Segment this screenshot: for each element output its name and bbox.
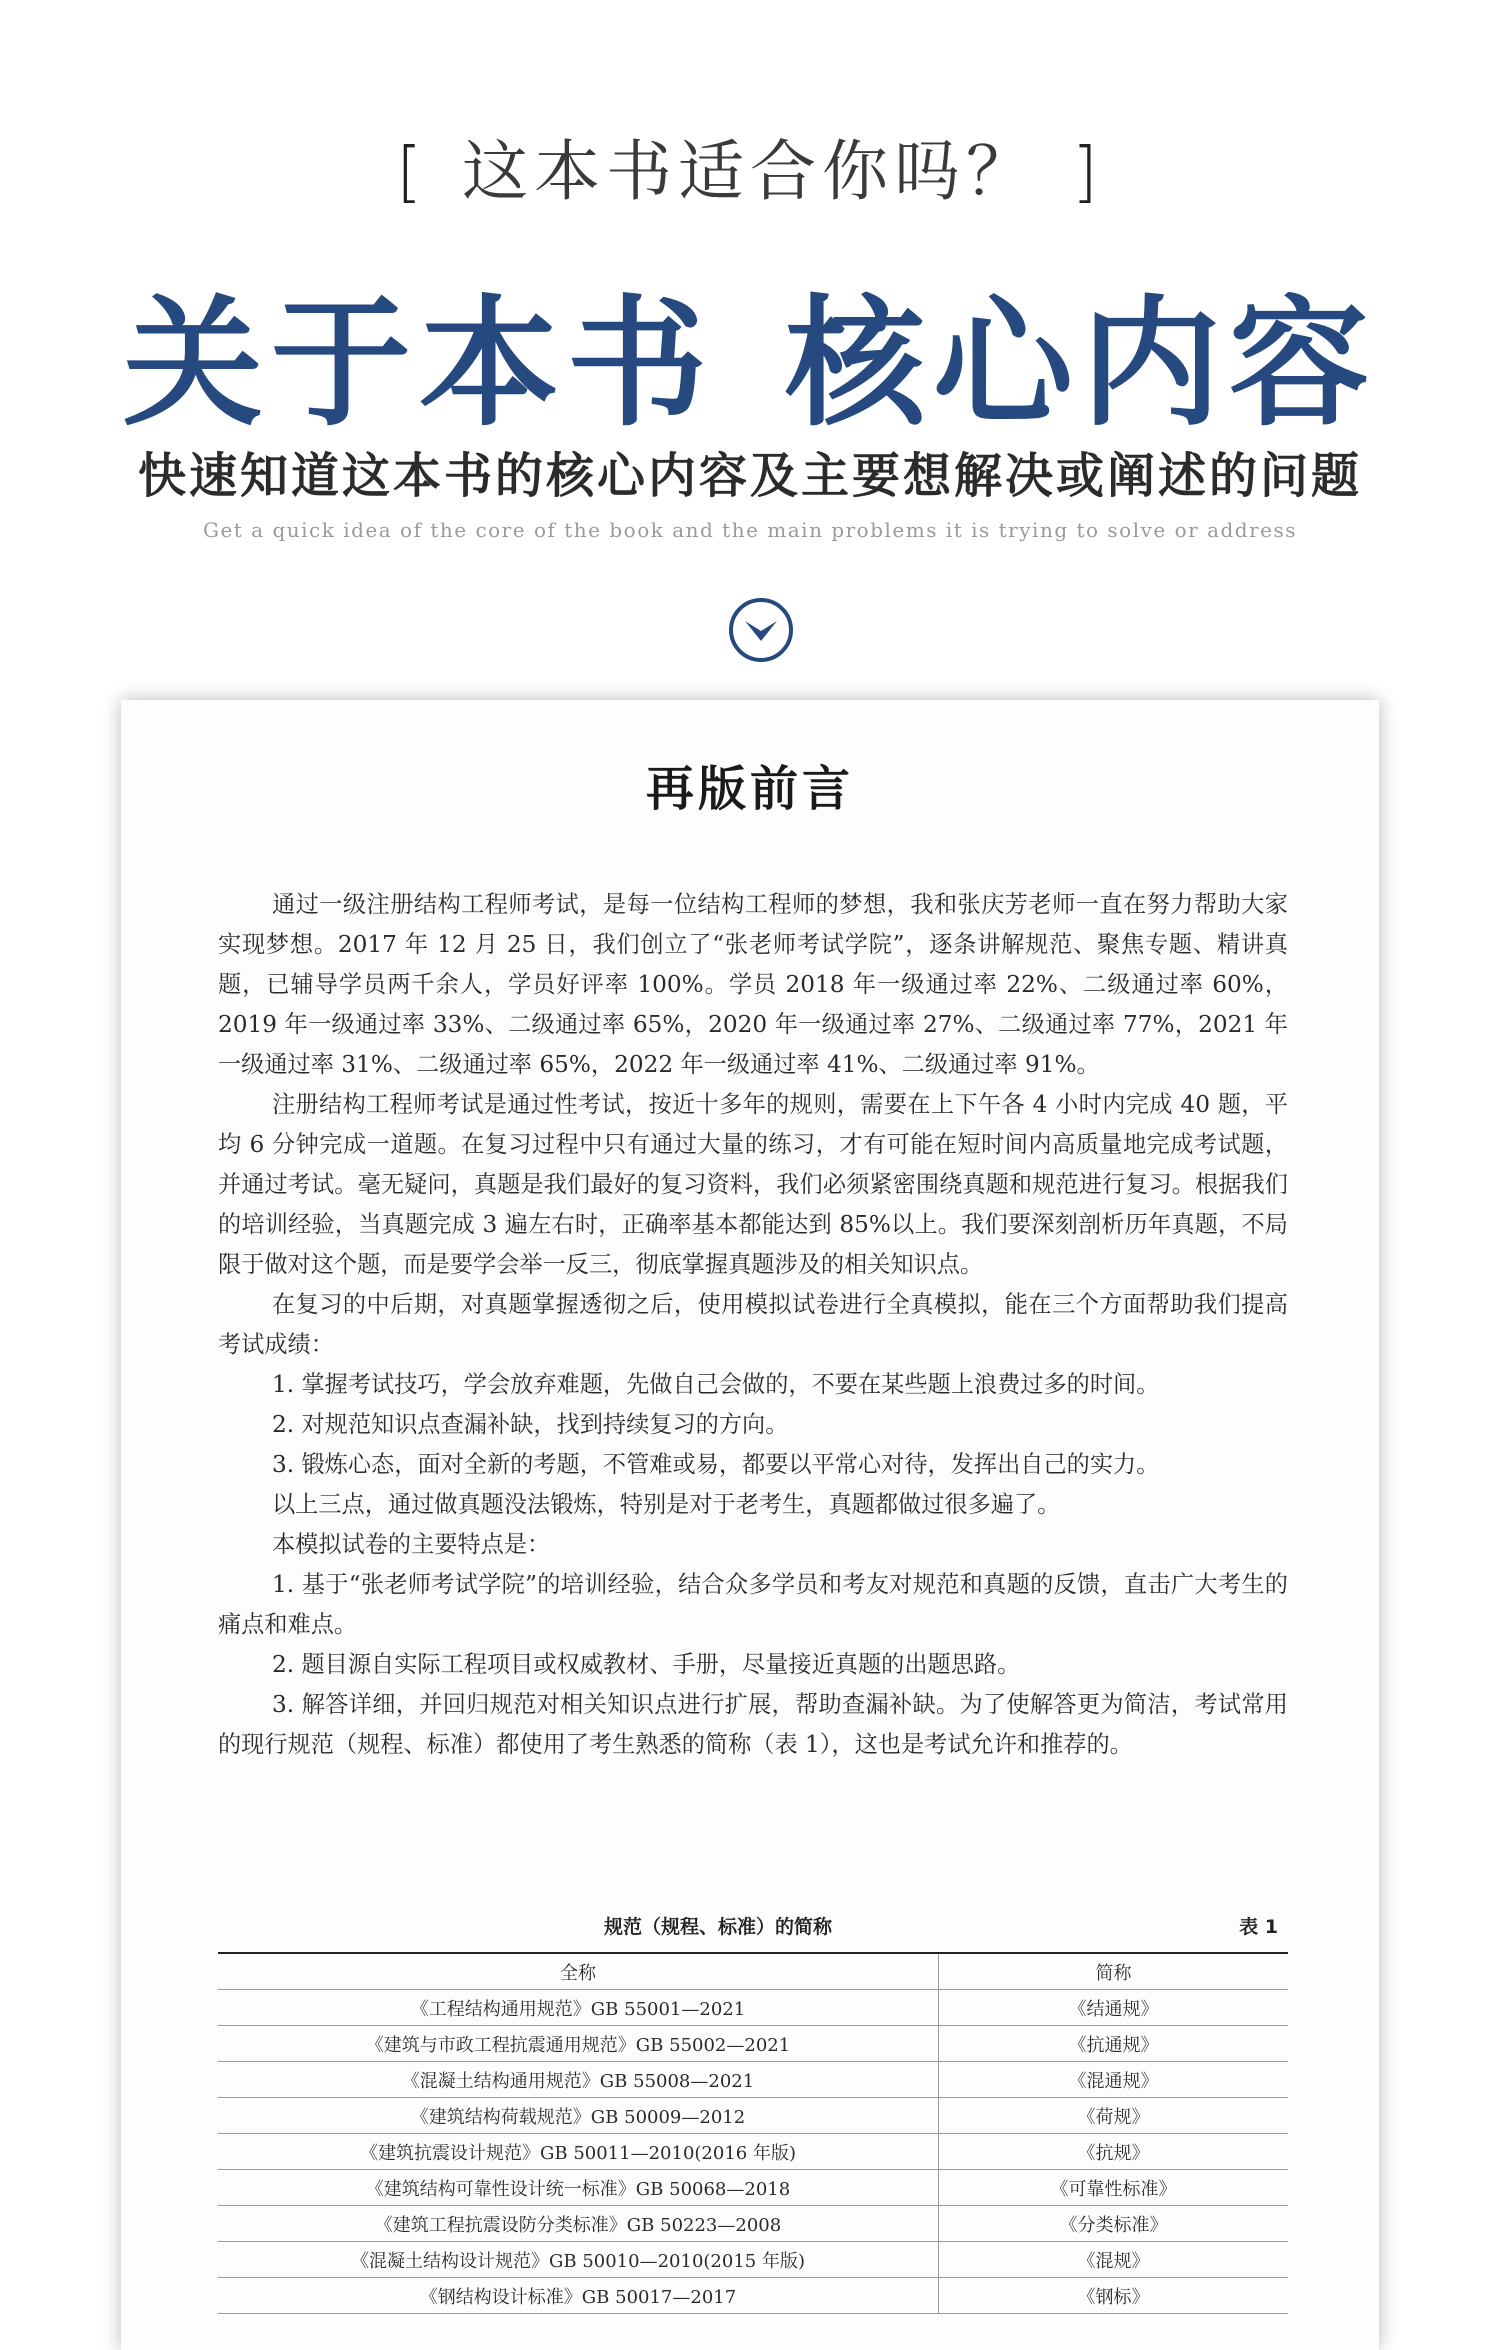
full-name-cell: 《钢结构设计标准》GB 50017—2017 bbox=[218, 2278, 939, 2314]
promo-header bbox=[0, 0, 1500, 690]
table-row bbox=[218, 2062, 1288, 2098]
chevron-down-circle-icon bbox=[728, 597, 794, 663]
list-item: 3. 解答详细，并回归规范对相关知识点进行扩展，帮助查漏补缺。为了使解答更为简洁，考试常用的现行规范（规程、标准）都使用了考生熟悉的简称（表 1），这也是考试允许和推荐的。 bbox=[218, 1691, 1288, 1758]
paragraph: 以上三点，通过做真题没法锻炼，特别是对于老考生，真题都做过很多遍了。 bbox=[272, 1491, 1061, 1518]
abbreviation-cell: 《抗通规》 bbox=[939, 2026, 1289, 2062]
column-header-full-name: 全称 bbox=[218, 1953, 939, 1990]
table-row bbox=[218, 2098, 1288, 2134]
table-number: 表 1 bbox=[1239, 1916, 1278, 1938]
tagline bbox=[0, 118, 1500, 213]
list-item: 1. 基于“张老师考试学院”的培训经验，结合众多学员和考友对规范和真题的反馈，直击广大考生的痛点和难点。 bbox=[218, 1571, 1288, 1638]
table-row bbox=[218, 2206, 1288, 2242]
full-name-cell: 《建筑工程抗震设防分类标准》GB 50223—2008 bbox=[218, 2206, 939, 2242]
table-header-row bbox=[218, 1953, 1288, 1990]
table-row bbox=[218, 2242, 1288, 2278]
subtitle-chinese: 快速知道这本书的核心内容及主要想解决或阐述的问题 bbox=[137, 448, 1362, 504]
abbreviation-cell: 《混通规》 bbox=[939, 2062, 1289, 2098]
column-header-abbreviation: 简称 bbox=[939, 1953, 1289, 1990]
list-item: 1. 掌握考试技巧，学会放弃难题，先做自己会做的，不要在某些题上浪费过多的时间。 bbox=[272, 1371, 1160, 1398]
list-item: 3. 锻炼心态，面对全新的考题，不管难或易，都要以平常心对待，发挥出自己的实力。 bbox=[272, 1451, 1160, 1478]
paragraph: 通过一级注册结构工程师考试，是每一位结构工程师的梦想，我和张庆芳老师一直在努力帮助大家实现梦想。2017 年 12 月 25 日，我们创立了“张老师考试学院”，逐条讲解规范、聚焦专题、精讲真题，已辅导学员两千余人，学员好评率 100%。学员 2018 年一级通过率 22%、二级通过率 60%，2019 年一级通过率 33%、二级通过率 65%，2020 年一级通过率 27%、二级通过率 77%，2021 年一级通过率 31%、二级通过率 65%，2022 年一级通过率 41%、二级通过率 91%。 bbox=[218, 891, 1288, 1078]
abbreviation-cell: 《荷规》 bbox=[939, 2098, 1289, 2134]
paragraph: 在复习的中后期，对真题掌握透彻之后，使用模拟试卷进行全真模拟，能在三个方面帮助我们提高考试成绩： bbox=[218, 1291, 1288, 1358]
subtitle-english: Get a quick idea of the core of the book and the main problems it is trying to solve or address bbox=[202, 518, 1298, 542]
full-name-cell: 《混凝土结构通用规范》GB 55008—2021 bbox=[218, 2062, 939, 2098]
full-name-cell: 《工程结构通用规范》GB 55001—2021 bbox=[218, 1990, 939, 2026]
tagline-text: 这本书适合你吗？ bbox=[462, 133, 1038, 210]
abbreviation-cell: 《抗规》 bbox=[939, 2134, 1289, 2170]
bracket-right: ] bbox=[1072, 133, 1104, 210]
abbreviation-cell: 《分类标准》 bbox=[939, 2206, 1289, 2242]
table-row bbox=[218, 1990, 1288, 2026]
abbreviation-cell: 《结通规》 bbox=[939, 1990, 1289, 2026]
full-name-cell: 《建筑抗震设计规范》GB 50011—2010(2016 年版) bbox=[218, 2134, 939, 2170]
abbreviation-cell: 《可靠性标准》 bbox=[939, 2170, 1289, 2206]
abbreviation-cell: 《钢标》 bbox=[939, 2278, 1289, 2314]
abbreviation-table bbox=[218, 1952, 1288, 2314]
book-page bbox=[121, 700, 1379, 2350]
headline-left: 关于本书 bbox=[122, 282, 715, 446]
table-row bbox=[218, 2134, 1288, 2170]
full-name-cell: 《建筑结构可靠性设计统一标准》GB 50068—2018 bbox=[218, 2170, 939, 2206]
preface-title: 再版前言 bbox=[645, 761, 854, 817]
preface-body bbox=[218, 885, 1288, 1765]
headline-right: 核心内容 bbox=[785, 282, 1378, 446]
table-row bbox=[218, 2278, 1288, 2314]
list-item: 2. 题目源自实际工程项目或权威教材、手册，尽量接近真题的出题思路。 bbox=[272, 1651, 1021, 1678]
table-row bbox=[218, 2026, 1288, 2062]
table-caption bbox=[218, 1912, 1288, 1942]
table-caption-title: 规范（规程、标准）的简称 bbox=[603, 1916, 832, 1938]
paragraph: 注册结构工程师考试是通过性考试，按近十多年的规则，需要在上下午各 4 小时内完成 40 题，平均 6 分钟完成一道题。在复习过程中只有通过大量的练习，才有可能在短时间内高质量地完成考试题，并通过考试。毫无疑问，真题是我们最好的复习资料，我们必须紧密围绕真题和规范进行复习。根据我们的培训经验，当真题完成 3 遍左右时，正确率基本都能达到 85%以上。我们要深刻剖析历年真题，不局限于做对这个题，而是要学会举一反三，彻底掌握真题涉及的相关知识点。 bbox=[218, 1091, 1288, 1278]
table-row bbox=[218, 2170, 1288, 2206]
list-item: 2. 对规范知识点查漏补缺，找到持续复习的方向。 bbox=[272, 1411, 789, 1438]
paragraph: 本模拟试卷的主要特点是： bbox=[272, 1531, 551, 1558]
headline bbox=[0, 252, 1500, 453]
bracket-left: [ bbox=[396, 133, 428, 210]
full-name-cell: 《建筑与市政工程抗震通用规范》GB 55002—2021 bbox=[218, 2026, 939, 2062]
full-name-cell: 《混凝土结构设计规范》GB 50010—2010(2015 年版) bbox=[218, 2242, 939, 2278]
abbreviation-cell: 《混规》 bbox=[939, 2242, 1289, 2278]
full-name-cell: 《建筑结构荷载规范》GB 50009—2012 bbox=[218, 2098, 939, 2134]
